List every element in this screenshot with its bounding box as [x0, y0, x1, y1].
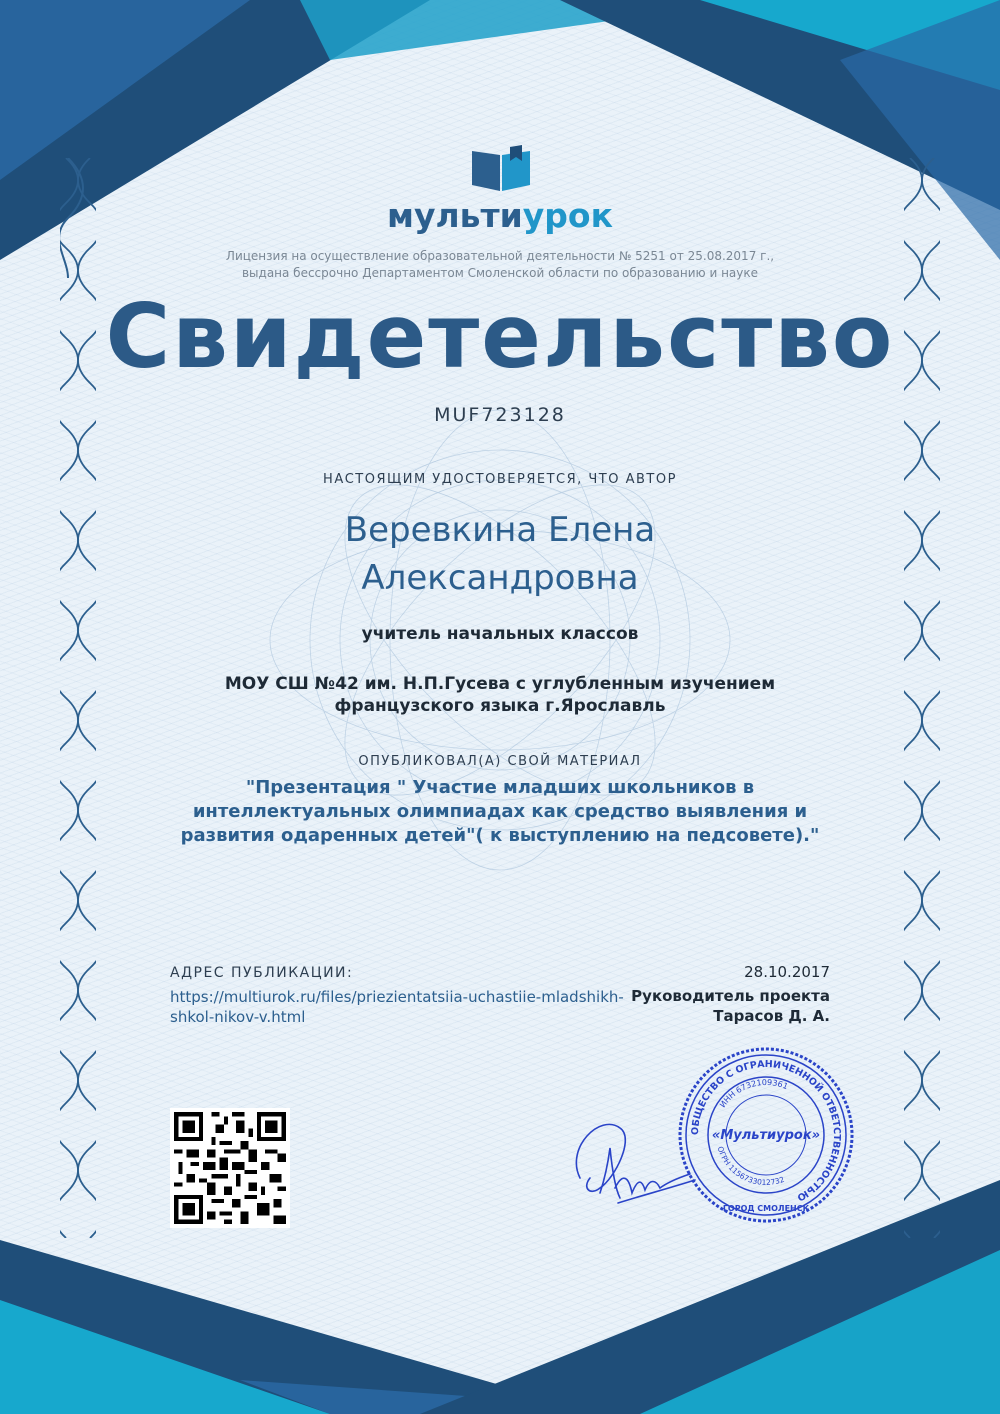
stamp-city: ГОРОД СМОЛЕНСК: [722, 1204, 810, 1213]
author-name-line-1: Веревкина Елена: [344, 510, 656, 550]
certify-text: НАСТОЯЩИМ УДОСТОВЕРЯЕТСЯ, ЧТО АВТОР: [323, 472, 677, 487]
certificate-title: Свидетельство: [105, 285, 895, 388]
brand-part-1: мульти: [387, 196, 523, 235]
svg-text:ОГРН 1156733012732: [716, 1145, 786, 1187]
stamp-inn: ИНН 6732109361: [718, 1077, 790, 1110]
author-name-line-2: Александровна: [361, 558, 639, 598]
author-position: учитель начальных классов: [361, 624, 639, 644]
brand-part-2: урок: [522, 196, 613, 235]
certificate-code: MUF723128: [434, 404, 566, 426]
license-line-1: Лицензия на осуществление образовательной деятельности № 5251 от 25.08.2017 г.,: [225, 249, 775, 263]
issue-date: 28.10.2017: [744, 963, 830, 981]
organization: МОУ СШ №42 им. Н.П.Гусева с углубленным изучением французского языка г.Ярославль: [224, 674, 776, 716]
company-stamp: [676, 1045, 856, 1225]
license-line-2: выдана бессрочно Департаментом Смоленской области по образованию и науке: [241, 266, 759, 280]
svg-text:ИНН 6732109361: [718, 1078, 789, 1109]
stamp-ring-text: ОБЩЕСТВО С ОГРАНИЧЕННОЙ ОТВЕТСТВЕННОСТЬЮ: [689, 1058, 843, 1203]
material-title: "Презентация " Участие младших школьников в интеллектуальных олимпиадах как средство выявления и развития одаренных детей"( к выступлению на педсовете).": [180, 777, 820, 846]
publication-link[interactable]: https://multiurok.ru/files/priezientatsiia-uchastiie-mladshikh-shkol-nikov-v.html: [170, 988, 624, 1026]
signatory-name: Тарасов Д. А.: [713, 1007, 830, 1025]
address-label: АДРЕС ПУБЛИКАЦИИ:: [170, 965, 354, 981]
stamp-center-text: «Мультиурок»: [711, 1128, 821, 1143]
brand-name: [0, 196, 1000, 235]
published-text: ОПУБЛИКОВАЛ(А) СВОЙ МАТЕРИАЛ: [358, 754, 642, 769]
signatory-role: Руководитель проекта: [631, 987, 830, 1005]
book-logo-icon: [470, 145, 532, 193]
qr-code[interactable]: [170, 1108, 290, 1228]
stamp-ogrn: ОГРН 1156733012732: [715, 1145, 786, 1188]
